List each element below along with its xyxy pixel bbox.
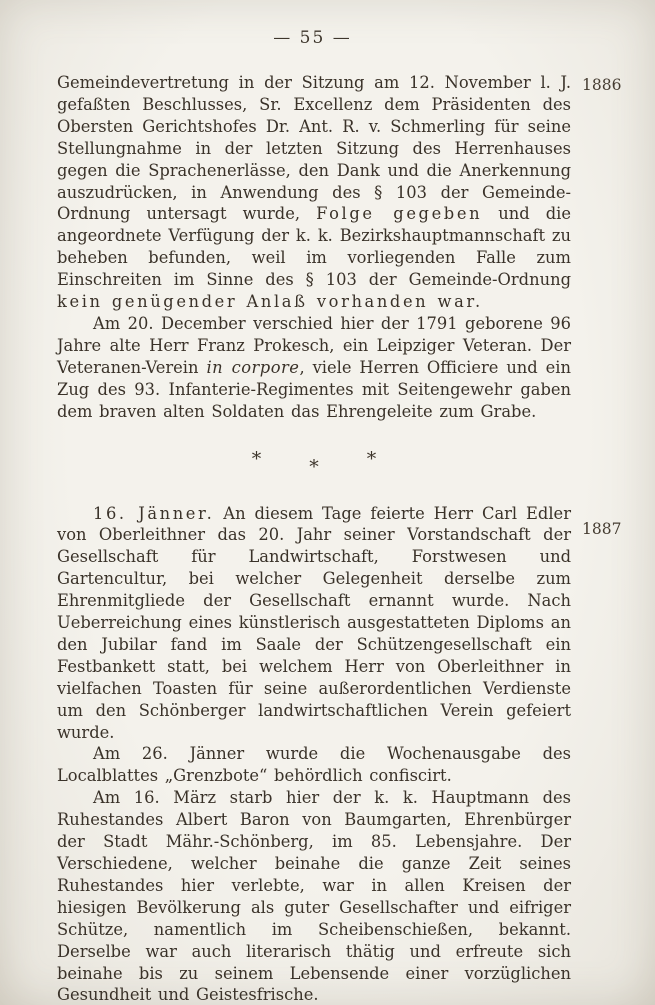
asterisk: * bbox=[251, 447, 262, 470]
paragraph-segment: Am 16. März starb hier der k. k. Hauptmann des Ruhestandes Albert Baron von Baumgarten, Ehrenbürger der Stadt Mähr.-Schönberg, im 85. Lebensjahre. Der Verschiedene, welcher beinahe die ganze Zeit seines Ruhestandes hier verlebte, war in allen Kreisen der hiesigen Bevölkerung als guter Gesellschafter und eifriger Schütze, namentlich im Scheibenschießen, bekannt. Derselbe war auch literarisch thätig und erfreute sich beinahe bis zu seinem Lebensende einer vorzüglichen Gesundheit und Geistesfrische. bbox=[57, 788, 571, 1005]
emphasis-spaced-text: kein genügender Anlaß vorhanden war. bbox=[57, 292, 483, 312]
paragraph-segment: , viele Herren Officiere und ein Zug des 93. Infanterie-Regimentes mit Seitengewehr gaben dem braven alten Soldaten das Ehrengeleite zum Grabe. bbox=[57, 357, 571, 421]
margin-year-1886: 1886 bbox=[582, 76, 622, 94]
paragraph-segment: Am 20. December verschied hier der 1791 geborene 96 Jahre alte Herr Franz Prokesch, ein Leipziger Veteran. Der Veteranen-Verein bbox=[57, 313, 571, 377]
emphasis-spaced-text: Folge gegeben bbox=[316, 204, 483, 224]
text-block bbox=[57, 72, 571, 1005]
page-number: — 55 — bbox=[273, 28, 352, 48]
paragraph-grenzbote-confiscation bbox=[57, 743, 571, 787]
paragraph-baumgarten-death bbox=[57, 787, 571, 1005]
latin-phrase: in corpore bbox=[206, 357, 300, 377]
paragraph-veteran-death bbox=[57, 313, 571, 423]
paragraph-segment: Am 26. Jänner wurde die Wochenausgabe des Localblattes „Grenzbote“ behördlich confiscirt. bbox=[57, 744, 571, 786]
asterisk: * bbox=[366, 447, 377, 470]
margin-year-1887: 1887 bbox=[582, 520, 622, 538]
paragraph-segment: An diesem Tage feierte Herr Carl Edler von Oberleithner das 20. Jahr seiner Vorstandschaft der Gesellschaft für Landwirtschaft, Forstwesen und Gartencultur, bei welcher Gelegenheit derselbe zum Ehrenmitgliede der Gesellschaft ernannt wurde. Nach Ueberreichung eines künstlerisch ausgestatteten Diploms an den Jubilar fand im Saale der Schützengesellschaft ein Festbankett statt, bei welchem Herr von Oberleithner in vielfachen Toasten für seine außerordentlichen Verdienste um den Schönberger landwirtschaftlichen Verein gefeiert wurde. bbox=[57, 503, 571, 742]
section-separator bbox=[57, 423, 571, 503]
paragraph-1886-council bbox=[57, 72, 571, 313]
paragraph-1887-oberleithner bbox=[57, 503, 571, 744]
paragraph-segment: Gemeindevertretung in der Sitzung am 12. November l. J. gefaßten Beschlusses, Sr. Excellenz dem Präsidenten des Obersten Gerichtshofes Dr. Ant. R. v. Schmerling für seine Stellungnahme in der letzten Sitzung des Herrenhauses gegen die Sprachenerlässe, den Dank und die Anerkennung auszudrücken, in Anwendung des § 103 der Gemeinde-Ordnung untersagt wurde, bbox=[57, 73, 571, 224]
asterisk: * bbox=[309, 455, 319, 478]
paragraph-segment: und die angeordnete Verfügung der k. k. Bezirkshauptmannschaft zu beheben befunden, weil im vorliegenden Falle zum Einschreiten im Sinne des § 103 der Gemeinde-Ordnung bbox=[57, 204, 572, 290]
emphasis-spaced-text: 16. Jänner. bbox=[93, 503, 215, 523]
